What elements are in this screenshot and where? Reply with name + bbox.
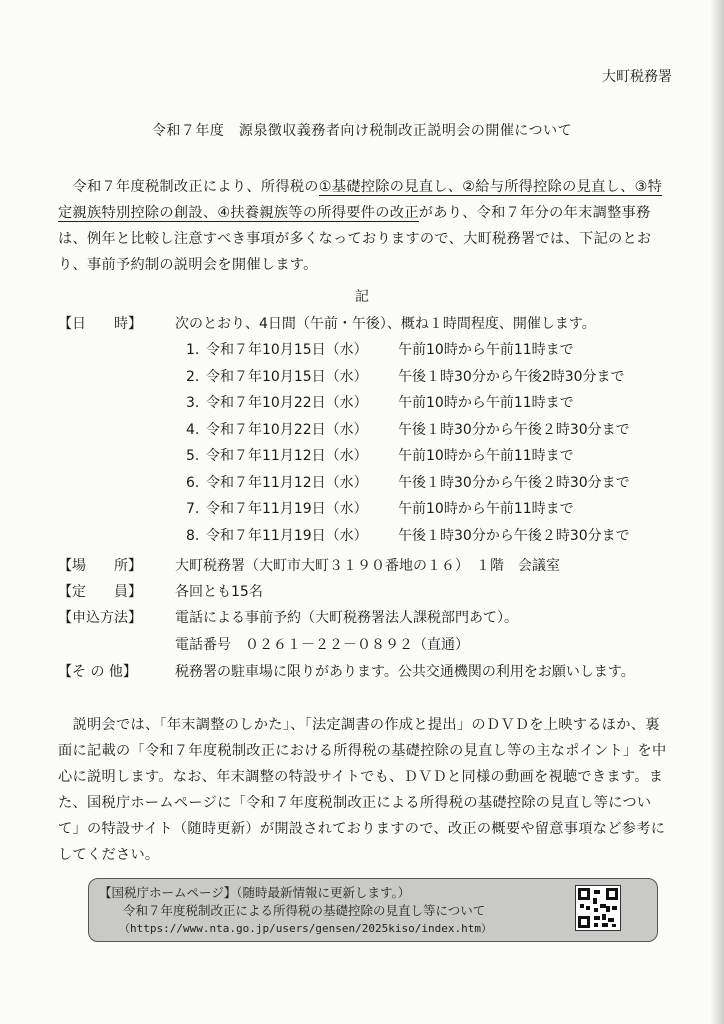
schedule-text: 次のとおり、4日間（午前・午後）、概ね１時間程度、開催します。 <box>175 316 596 332</box>
session-time: 午前10時から午前11時まで <box>398 395 574 411</box>
other-label: 【そ の 他】 <box>58 664 137 680</box>
nta-info-box <box>88 878 658 942</box>
qr-code-icon <box>575 885 621 931</box>
scan-edge-shadow <box>710 0 724 1024</box>
info-heading: 【国税庁ホームページ】（随時最新情報に更新します。） <box>99 885 411 900</box>
session-row <box>186 444 656 468</box>
session-time: 午前10時から午前11時まで <box>398 448 574 464</box>
session-row <box>186 524 656 548</box>
session-row <box>186 365 656 389</box>
apply-row <box>58 606 678 630</box>
session-date: 令和７年11月12日（水） <box>206 474 368 491</box>
session-time: 午前10時から午前11時まで <box>398 342 574 358</box>
session-number: 1. <box>186 342 200 358</box>
intro-lead: 令和７年度税制改正により、所得税の <box>72 179 319 195</box>
capacity-label: 【定 員】 <box>58 584 142 600</box>
apply-text: 電話による事前予約（大町税務署法人課税部門あて）。 <box>175 610 518 626</box>
place-text: 大町税務署（大町市大町３１９０番地の１６） １階 会議室 <box>175 558 560 574</box>
session-number: 8. <box>186 527 200 544</box>
session-row <box>186 391 656 415</box>
session-date: 令和７年10月15日（水） <box>206 342 368 358</box>
session-date: 令和７年11月12日（水） <box>206 448 368 464</box>
page-title: 令和７年度 源泉徴収義務者向け税制改正説明会の開催について <box>151 123 573 139</box>
session-date: 令和７年11月19日（水） <box>206 501 368 517</box>
session-date: 令和７年10月15日（水） <box>206 368 368 385</box>
session-row <box>186 338 656 362</box>
session-row <box>186 418 656 442</box>
session-number: 2. <box>186 368 200 385</box>
other-text: 税務署の駐車場に限りがあります。公共交通機関の利用をお願いします。 <box>175 664 635 680</box>
session-date: 令和７年10月22日（水） <box>206 395 368 411</box>
intro-rest: があり、令和７年分の年末調整事務は、例年と比較し注意すべき事項が多くなっておりますので、大町税務署では、下記のとおり、事前予約制の説明会を開催します。 <box>58 205 652 273</box>
session-row <box>186 471 656 495</box>
intro-paragraph <box>58 174 666 278</box>
session-time: 午後１時30分から午後2時30分まで <box>398 368 625 385</box>
closing-paragraph <box>58 712 670 868</box>
session-number: 3. <box>186 395 200 411</box>
intro-underlined-items: ①基礎控除の見直し、②給与所得控除の見直し、③特定親族特別控除の創設、④扶養親族等の所得要件の改正 <box>58 179 663 221</box>
session-number: 4. <box>186 421 200 438</box>
schedule-row <box>58 312 678 336</box>
session-date: 令和７年11月19日（水） <box>206 527 368 544</box>
ki-heading: 記 <box>355 289 369 305</box>
session-date: 令和７年10月22日（水） <box>206 421 368 438</box>
capacity-text: 各回とも15名 <box>175 584 263 600</box>
info-title: 令和７年度税制改正による所得税の基礎控除の見直し等について <box>123 903 486 918</box>
session-time: 午前10時から午前11時まで <box>398 501 574 517</box>
schedule-label: 【日 時】 <box>58 316 142 332</box>
place-row <box>58 554 678 578</box>
session-number: 5. <box>186 448 200 464</box>
phone-number: 電話番号 ０２６１－２２－０８９２（直通） <box>175 637 469 653</box>
place-label: 【場 所】 <box>58 558 142 574</box>
session-number: 7. <box>186 501 200 517</box>
info-url[interactable]: （https://www.nta.go.jp/users/gensen/2025kiso/index.htm） <box>119 922 492 935</box>
session-time: 午後１時30分から午後２時30分まで <box>398 421 630 438</box>
other-row <box>58 660 678 684</box>
tax-office-name: 大町税務署 <box>602 69 672 85</box>
closing-text: 説明会では、「年末調整のしかた」、「法定調書の作成と提出」のＤＶＤを上映するほか、裏面に記載の「令和７年度税制改正における所得税の基礎控除の見直し等の主なポイント」を中心に説明します。なお、年末調整の特設サイトでも、ＤＶＤと同様の動画を視聴できます。また、国税庁ホームページに「令和７年度税制改正による所得税の基礎控除の見直し等について」の特設サイト（随時更新）が開設されておりますので、改正の概要や留意事項など参考にしてください。 <box>58 717 667 863</box>
session-row <box>186 497 656 521</box>
session-time: 午後１時30分から午後２時30分まで <box>398 474 630 491</box>
phone-row <box>58 633 678 657</box>
session-number: 6. <box>186 474 200 491</box>
apply-label: 【申込方法】 <box>58 610 142 626</box>
capacity-row <box>58 580 678 604</box>
session-time: 午後１時30分から午後２時30分まで <box>398 527 630 544</box>
